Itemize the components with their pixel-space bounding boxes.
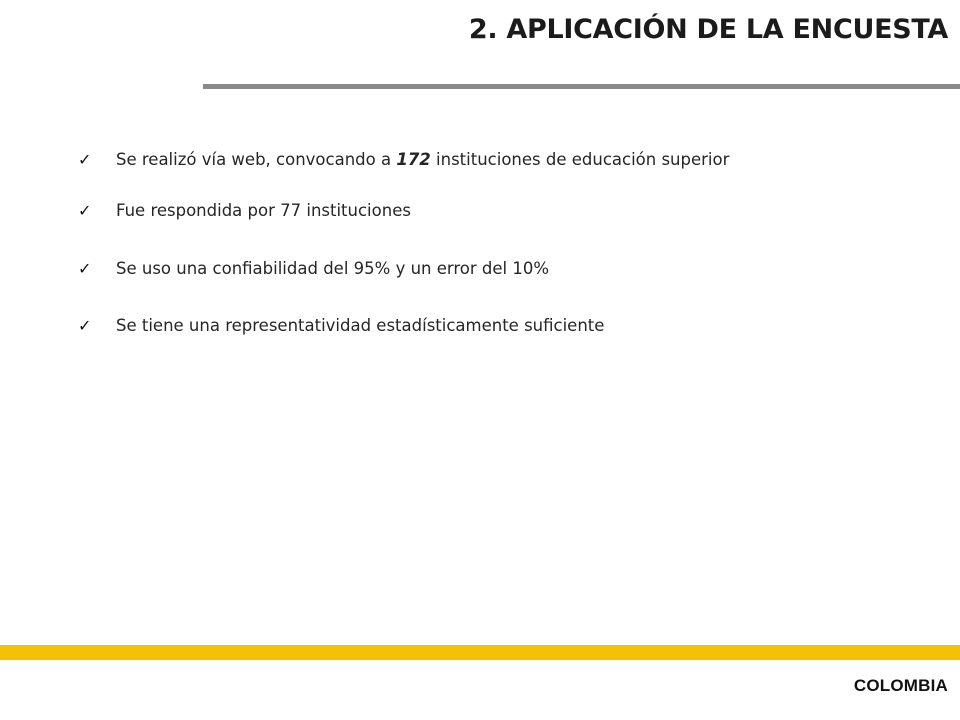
- title-underline: [203, 84, 960, 89]
- check-icon: ✓: [78, 259, 92, 278]
- check-icon: ✓: [78, 201, 92, 220]
- bullet-text-pre: Se realizó vía web, convocando a: [116, 150, 397, 169]
- bullet-text: Se uso una confiabilidad del 95% y un error del 10%: [116, 259, 550, 278]
- slide-title: 2. APLICACIÓN DE LA ENCUESTA: [468, 14, 948, 45]
- bullet-text: [116, 150, 729, 169]
- bullet-text: Se tiene una representatividad estadísticamente suficiente: [116, 316, 605, 335]
- bullet-item: [78, 201, 411, 220]
- bullet-item: [78, 316, 604, 335]
- check-icon: ✓: [78, 150, 92, 169]
- institutions-count: 172: [396, 150, 431, 169]
- bullet-item: [78, 150, 729, 169]
- bullet-item: [78, 259, 549, 278]
- bullet-text-post: instituciones de educación superior: [430, 150, 730, 169]
- footer-band: [0, 645, 960, 660]
- check-icon: ✓: [78, 316, 92, 335]
- bullet-text: Fue respondida por 77 instituciones: [116, 201, 411, 220]
- footer-label: COLOMBIA: [853, 676, 948, 695]
